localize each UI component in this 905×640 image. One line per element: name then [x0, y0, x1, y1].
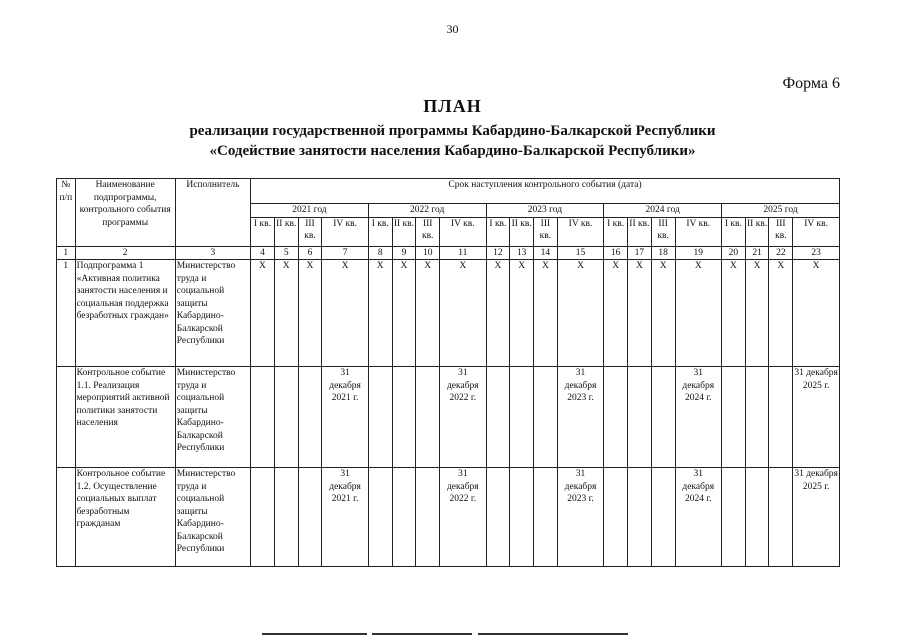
quarter-header: IV кв.: [793, 217, 840, 246]
quarter-header: II кв.: [628, 217, 652, 246]
column-number: 19: [675, 246, 721, 260]
date-cell: [628, 367, 652, 468]
column-number: 17: [628, 246, 652, 260]
date-cell: [486, 367, 510, 468]
date-cell: [628, 468, 652, 567]
date-cell: [274, 367, 298, 468]
date-cell: [298, 468, 322, 567]
column-number: 21: [745, 246, 769, 260]
quarter-header: II кв.: [392, 217, 416, 246]
date-cell: 31 декабря 2025 г.: [793, 468, 840, 567]
date-cell: 31 декабря 2023 г.: [557, 468, 603, 567]
row-number: [57, 468, 76, 567]
year-header: 2021 год: [251, 204, 369, 218]
date-cell: X: [251, 260, 275, 367]
column-number: 9: [392, 246, 416, 260]
column-number: 18: [651, 246, 675, 260]
plan-table: [56, 178, 840, 567]
year-header: 2024 год: [604, 204, 722, 218]
date-cell: X: [651, 260, 675, 367]
date-cell: [368, 468, 392, 567]
column-number: 15: [557, 246, 603, 260]
date-cell: [534, 367, 558, 468]
header-name: Наименование подпрограммы, контрольного события программы: [75, 179, 175, 247]
column-number: 22: [769, 246, 793, 260]
date-cell: X: [274, 260, 298, 367]
column-number: 4: [251, 246, 275, 260]
date-cell: [251, 468, 275, 567]
column-number: 11: [440, 246, 486, 260]
column-number: 8: [368, 246, 392, 260]
date-cell: [510, 367, 534, 468]
quarter-header: III кв.: [534, 217, 558, 246]
year-header: 2022 год: [368, 204, 486, 218]
quarter-header: I кв.: [368, 217, 392, 246]
quarter-header: IV кв.: [557, 217, 603, 246]
column-number-row: [57, 246, 840, 260]
event-name: Контрольное событие 1.1. Реализация мероприятий активной политики занятости населения: [75, 367, 175, 468]
date-cell: X: [604, 260, 628, 367]
quarter-header: III кв.: [416, 217, 440, 246]
date-cell: 31 декабря 2021 г.: [322, 367, 368, 468]
date-cell: [651, 468, 675, 567]
column-number: 16: [604, 246, 628, 260]
row-number: 1: [57, 260, 76, 367]
column-number: 14: [534, 246, 558, 260]
date-cell: X: [510, 260, 534, 367]
row-number: [57, 367, 76, 468]
date-cell: [721, 468, 745, 567]
date-cell: 31 декабря 2025 г.: [793, 367, 840, 468]
header-row: [57, 179, 840, 204]
date-cell: [651, 367, 675, 468]
quarter-header: IV кв.: [440, 217, 486, 246]
date-cell: X: [557, 260, 603, 367]
event-name: Контрольное событие 1.2. Осуществление социальных выплат безработным гражданам: [75, 468, 175, 567]
quarter-header: III кв.: [298, 217, 322, 246]
date-cell: [534, 468, 558, 567]
header-executor: Исполнитель: [175, 179, 250, 247]
event-name: Подпрограмма 1 «Активная политика занятости населения и социальная поддержка безработных граждан»: [75, 260, 175, 367]
quarter-header: I кв.: [604, 217, 628, 246]
date-cell: [416, 468, 440, 567]
column-number: 6: [298, 246, 322, 260]
date-cell: X: [486, 260, 510, 367]
year-header: 2023 год: [486, 204, 604, 218]
quarter-header: I кв.: [251, 217, 275, 246]
quarter-header: II кв.: [274, 217, 298, 246]
date-cell: 31 декабря 2022 г.: [440, 468, 486, 567]
date-cell: [745, 468, 769, 567]
date-cell: X: [322, 260, 368, 367]
quarter-header: I кв.: [486, 217, 510, 246]
date-cell: X: [675, 260, 721, 367]
column-number: 12: [486, 246, 510, 260]
quarter-header: III кв.: [769, 217, 793, 246]
date-cell: [604, 367, 628, 468]
plan-subtitle: реализации государственной программы Кабардино-Балкарской Республики: [189, 123, 716, 139]
date-cell: X: [392, 260, 416, 367]
column-number: 7: [322, 246, 368, 260]
date-cell: X: [793, 260, 840, 367]
executor: Министерство труда и социальной защиты Кабардино-Балкарской Республики: [175, 468, 250, 567]
quarter-header: I кв.: [721, 217, 745, 246]
quarter-header: II кв.: [745, 217, 769, 246]
date-cell: X: [721, 260, 745, 367]
date-cell: 31 декабря 2024 г.: [675, 468, 721, 567]
column-number: 1: [57, 246, 76, 260]
table-row: [57, 367, 840, 468]
program-name: «Содействие занятости населения Кабардино-Балкарской Республики»: [209, 143, 696, 159]
date-cell: [769, 468, 793, 567]
date-cell: [368, 367, 392, 468]
executor: Министерство труда и социальной защиты Кабардино-Балкарской Республики: [175, 260, 250, 367]
header-deadline: Срок наступления контрольного события (дата): [251, 179, 840, 204]
date-cell: [298, 367, 322, 468]
header-num: № п/п: [57, 179, 76, 247]
bottom-rule: [262, 633, 367, 635]
date-cell: [392, 367, 416, 468]
date-cell: [745, 367, 769, 468]
date-cell: [604, 468, 628, 567]
column-number: 5: [274, 246, 298, 260]
date-cell: X: [628, 260, 652, 367]
date-cell: 31 декабря 2022 г.: [440, 367, 486, 468]
date-cell: X: [440, 260, 486, 367]
date-cell: [274, 468, 298, 567]
year-header: 2025 год: [721, 204, 839, 218]
date-cell: [251, 367, 275, 468]
table-row: [57, 468, 840, 567]
quarter-header: II кв.: [510, 217, 534, 246]
executor: Министерство труда и социальной защиты Кабардино-Балкарской Республики: [175, 367, 250, 468]
date-cell: X: [769, 260, 793, 367]
date-cell: 31 декабря 2024 г.: [675, 367, 721, 468]
date-cell: [510, 468, 534, 567]
date-cell: [392, 468, 416, 567]
quarter-header: IV кв.: [675, 217, 721, 246]
column-number: 2: [75, 246, 175, 260]
date-cell: [769, 367, 793, 468]
column-number: 13: [510, 246, 534, 260]
date-cell: [721, 367, 745, 468]
form-label: Форма 6: [782, 75, 840, 92]
column-number: 10: [416, 246, 440, 260]
date-cell: 31 декабря 2023 г.: [557, 367, 603, 468]
plan-title: ПЛАН: [423, 96, 482, 116]
date-cell: X: [368, 260, 392, 367]
column-number: 23: [793, 246, 840, 260]
column-number: 3: [175, 246, 250, 260]
table-row: [57, 260, 840, 367]
date-cell: X: [745, 260, 769, 367]
date-cell: 31 декабря 2021 г.: [322, 468, 368, 567]
quarter-header: III кв.: [651, 217, 675, 246]
date-cell: X: [416, 260, 440, 367]
date-cell: X: [534, 260, 558, 367]
bottom-rule: [372, 633, 472, 635]
date-cell: [416, 367, 440, 468]
page-number: 30: [446, 22, 459, 36]
date-cell: X: [298, 260, 322, 367]
date-cell: [486, 468, 510, 567]
column-number: 20: [721, 246, 745, 260]
quarter-header: IV кв.: [322, 217, 368, 246]
bottom-rule: [478, 633, 628, 635]
